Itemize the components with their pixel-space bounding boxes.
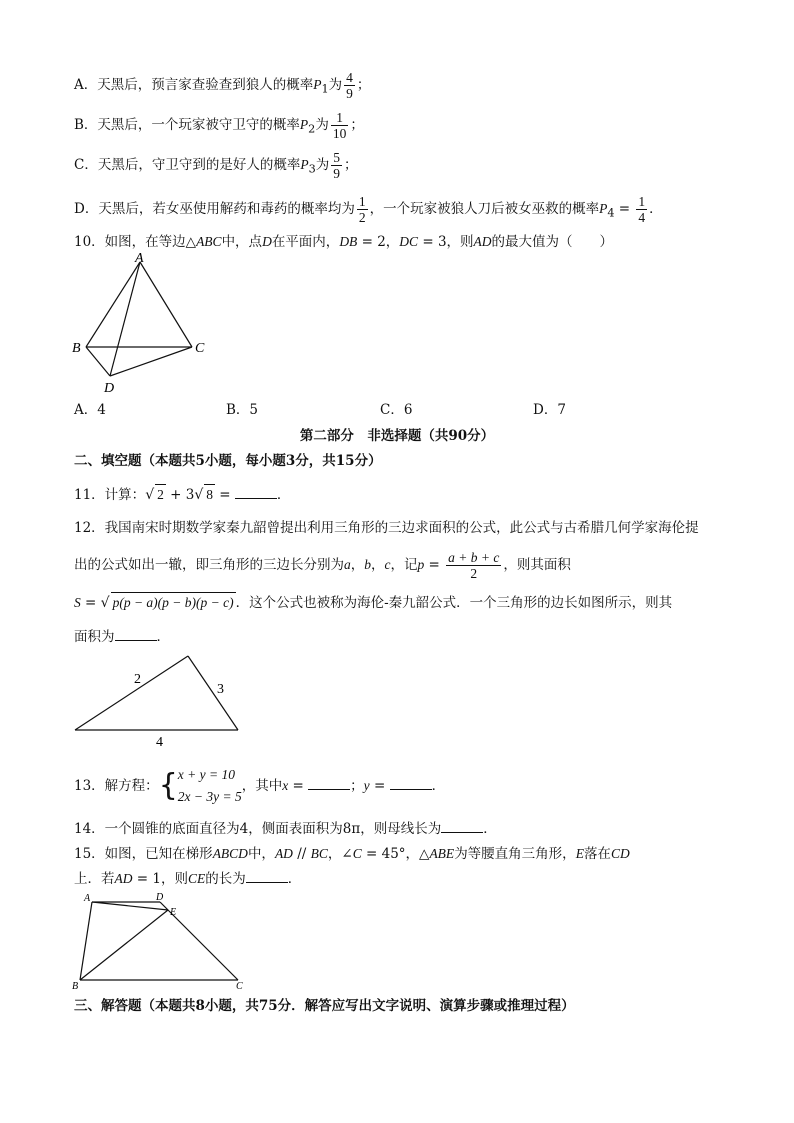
q9-c-fraction: $\frac{5}{9}$ [333,150,341,181]
q13-x-blank[interactable] [308,775,350,790]
q10-label-a: A [135,252,144,266]
q10-label-c: C [195,341,205,356]
q9-d-text: D．天黑后，若女巫使用解药和毒药的概率均为 [74,201,355,217]
q12-line4: 面积为 ． [74,626,170,647]
q12-label-right: 3 [217,682,224,697]
q10-edge-ad [110,262,140,376]
section2-heading: 二、填空题（本题共5小题，每小题3分，共15分） [74,453,382,469]
part2-heading: 第二部分 非选择题（共90分） [299,428,495,444]
q9-a-text: A．天黑后，预言家查验查到狼人的概率 [74,77,314,93]
q9-a-fraction: $\frac{4}{9}$ [346,70,353,101]
q14-answer-blank[interactable] [441,818,483,833]
q13: 13．解方程：{ x + y = 10 2x − 3y = 5 ，其中x = ；y = ． [74,764,445,808]
q15-label-a: A [84,893,91,904]
q10-label-d: D [104,381,115,396]
q12-p-fraction: $\frac{a + b + c}{2}$ [448,550,500,581]
q12-line3: S = √ p(p − a)(p − b)(p − c) ．这个公式也被称为海伦-秦九韶公式．一个三角形的边长如图所示，则其 [74,592,672,613]
q10-option-b: B．5 [226,402,259,418]
q10-edge-cd [110,347,192,376]
q9-a-sub: 1 [321,82,329,96]
q9-c-text: C．天黑后，守卫守到的是好人的概率 [74,157,301,173]
q9-a-mid: 为 [328,77,343,93]
q15-trapezoid-figure [70,890,250,990]
q9-b-mid: 为 [315,117,329,133]
q15-label-b: B [72,981,79,990]
q9-c-var: P [300,157,309,172]
q9-d-fraction-1: $\frac{1}{2}$ [358,194,366,225]
q12-side-2 [75,656,188,730]
q10-option-a: A．4 [74,402,106,418]
q12-label-left: 2 [134,672,141,687]
q12-line2: 出的公式如出一辙，即三角形的三边长分别为a，b，c，记p = $\frac{a + b + c}{2}$ ，则其面积 [74,550,571,581]
q9-a-var: P [313,77,322,92]
q10-edge-bd [86,347,110,376]
q15-edge-ab [80,902,92,980]
q12-line1: 12．我国南宋时期数学家秦九韶曾提出利用三角形的三边求面积的公式，此公式与古希腊几何学家海伦提 [74,520,699,536]
q9-option-d: D．天黑后，若女巫使用解药和毒药的概率均为 $\frac{1}{2}$ ，一个玩家被狼人刀后被女巫救的概率$P_4$ = $\frac{1}{4}$ ． [74,194,663,225]
q15-line1: 15．如图，已知在梯形ABCD中，AD // BC，∠C = 45°，△ABE为等腰直角三角形，E落在CD [74,846,630,862]
q12-label-bottom: 4 [156,735,163,750]
q13-equation-1: x + y = 10 [177,767,235,782]
q11-answer-blank[interactable] [235,484,277,499]
q15-label-d: D [156,892,164,903]
q11: 11．计算：√ 2 + 3√ 8 = ． [74,484,290,505]
q15-label-e: E [170,907,177,918]
q9-option-b: B．天黑后，一个玩家被守卫守的概率$P_2$为 $\frac{1}{10}$ ； [74,110,364,141]
q15-answer-blank[interactable] [246,868,288,883]
q10-label-b: B [72,341,81,356]
q12-answer-blank[interactable] [115,626,157,641]
q11-radicand-2: 8 [204,484,215,505]
q9-d-var: P [599,201,608,216]
q9-d-mid: ，一个玩家被狼人刀后被女巫救的概率 [369,201,600,217]
q13-equation-2: 2x − 3y = 5 [177,789,242,804]
q10-edge-ab [86,262,140,347]
q9-b-text: B．天黑后，一个玩家被守卫守的概率 [74,117,300,133]
q9-b-sub: 2 [308,122,316,136]
section3-heading: 三、解答题（本题共8小题，共75分．解答应写出文字说明、演算步骤或推理过程） [74,998,575,1014]
q9-option-a: A．天黑后，预言家查验查到狼人的概率$P_1$为 $\frac{4}{9}$ ； [74,70,371,101]
q15-edge-ae [92,902,168,910]
q12-triangle-figure [70,650,250,750]
q12-heron-radicand: p(p − a)(p − b)(p − c) [111,592,236,613]
q12-side-3 [188,656,238,730]
q10-option-c: C．6 [380,402,413,418]
q13-y-blank[interactable] [390,775,432,790]
q13-brace: { [158,768,178,803]
q15-label-c: C [236,981,243,990]
q9-b-var: P [299,117,309,132]
q10-stem: 10．如图，在等边△ABC中，点D在平面内，DB = 2，DC = 3，则AD的最大值为（ ） [74,234,614,250]
q10-triangle-figure [68,252,218,397]
q9-c-mid: 为 [315,157,330,173]
q9-b-fraction: $\frac{1}{10}$ [332,110,347,141]
q14: 14．一个圆锥的底面直径为4，侧面表面积为8π，则母线长为 ． [74,818,497,839]
q15-line2: 上．若AD = 1，则CE的长为 ． [74,868,301,889]
q13-system [178,764,242,808]
q10-option-d: D．7 [533,402,566,418]
q11-radicand-1: 2 [155,484,166,505]
q9-option-c: C．天黑后，守卫守到的是好人的概率$P_3$为 $\frac{5}{9}$ ； [74,150,358,181]
q10-edge-ac [140,262,192,347]
q9-c-sub: 3 [308,162,316,176]
q9-d-fraction-2: $\frac{1}{4}$ [638,194,646,225]
q15-edge-be [80,910,168,980]
